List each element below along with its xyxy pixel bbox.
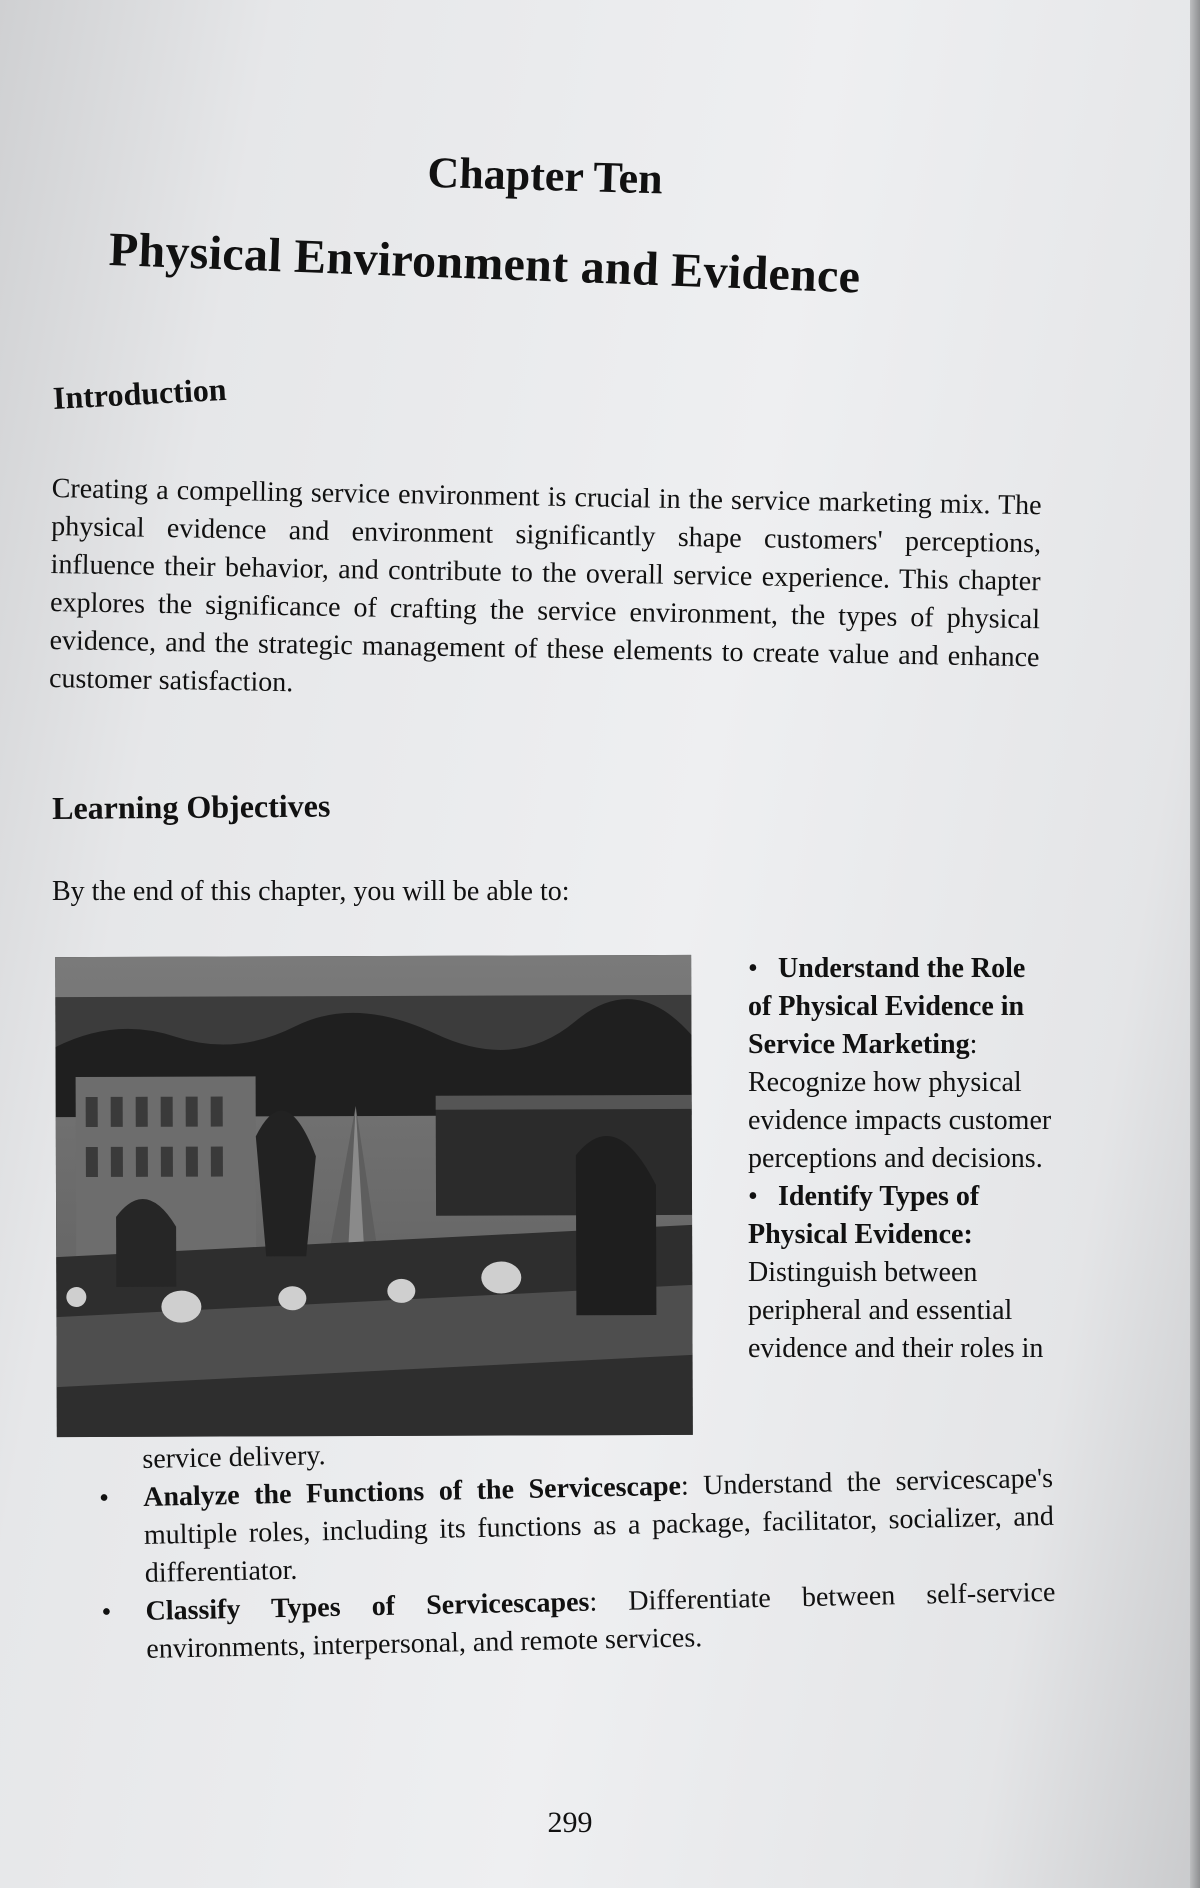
building-photo-illustration bbox=[55, 955, 693, 1437]
objective-title: Understand the Role of Physical Evidence in Service Marketing bbox=[748, 953, 1026, 1060]
bullet-icon: • bbox=[748, 953, 758, 984]
objective-text: Distinguish between peripheral and essential evidence and their roles in bbox=[748, 1257, 1044, 1364]
objective-text: : Understand the servicescape's multiple roles, including its functions as a package, facilitator, socializer, and differentiator. bbox=[143, 1462, 1055, 1589]
bullet-icon: • bbox=[101, 1596, 112, 1628]
chapter-title: Physical Environment and Evidence bbox=[108, 222, 862, 304]
objective-text: : Recognize how physical evidence impacts customer perceptions and decisions. bbox=[748, 1029, 1052, 1174]
objective-title: Classify Types of Servicescapes bbox=[145, 1586, 590, 1627]
learning-objectives-lead: By the end of this chapter, you will be able to: bbox=[52, 876, 570, 907]
objectives-lower-list bbox=[92, 1422, 1057, 1670]
introduction-paragraph: Creating a compelling service environment is crucial in the service marketing mix. The physical evidence and environment significantly shape customers' perceptions, influence their behavior, and contribute to the overall service experience. This chapter explores the significance of crafting the service environment, the types of physical evidence, and the strategic management of these elements to create value and enhance customer satisfaction. bbox=[48, 472, 1042, 699]
page-number: 299 bbox=[547, 1806, 593, 1839]
objective-title: Analyze the Functions of the Servicescape bbox=[142, 1470, 682, 1513]
objectives-side-column bbox=[708, 950, 1053, 1368]
bullet-icon: • bbox=[748, 1181, 758, 1212]
bullet-icon: • bbox=[98, 1482, 110, 1514]
objective-title: Identify Types of Physical Evidence: bbox=[748, 1181, 980, 1250]
learning-objectives-heading: Learning Objectives bbox=[52, 787, 331, 826]
objective-item bbox=[93, 1460, 1055, 1594]
building-photo bbox=[55, 955, 693, 1437]
chapter-label: Chapter Ten bbox=[426, 147, 664, 204]
objective-continuation: service delivery. bbox=[142, 1440, 326, 1475]
introduction-heading: Introduction bbox=[52, 370, 228, 416]
objective-text: : Differentiate between self-service environments, interpersonal, and remote services. bbox=[146, 1576, 1056, 1665]
objective-item bbox=[708, 950, 1053, 1178]
page-edge bbox=[1190, 0, 1200, 1888]
objective-item bbox=[708, 1178, 1053, 1368]
